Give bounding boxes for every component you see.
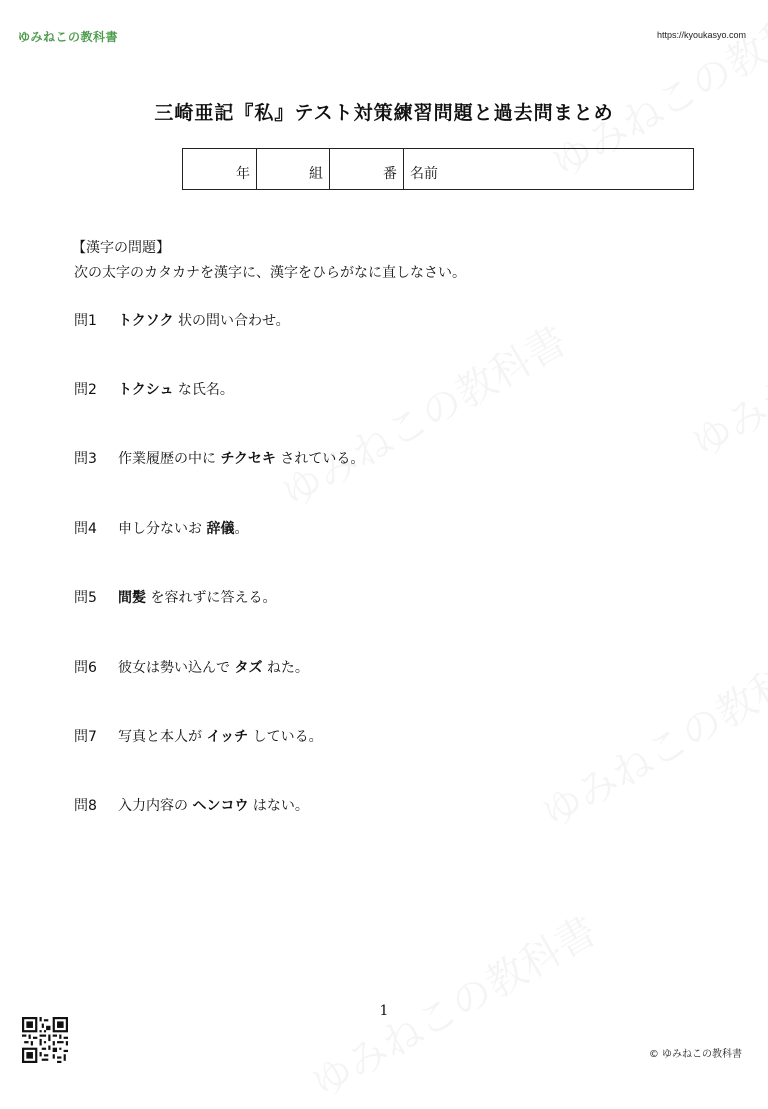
question-target: ヘンコウ — [192, 798, 249, 814]
question-number: 問4 — [74, 521, 97, 537]
section-heading: 【漢字の問題】 — [72, 240, 170, 256]
instruction-text: 次の太字のカタカナを漢字に、漢字をひらがなに直しなさい。 — [74, 265, 466, 281]
question-post-text: 状の問い合わせ。 — [173, 313, 290, 329]
question-post-text: 。 — [234, 521, 249, 537]
page-number: 1 — [379, 1003, 389, 1019]
question-pre-text: 彼女は勢い込んで — [118, 660, 235, 676]
question-item — [74, 587, 276, 607]
question-target: 間髪 — [118, 590, 146, 606]
site-logo[interactable]: ゆみねこの教科書 — [18, 30, 119, 44]
question-post-text: な氏名。 — [173, 382, 234, 398]
question-post-text: している。 — [248, 729, 323, 745]
question-item — [74, 448, 364, 468]
question-item — [74, 726, 323, 746]
copyright-text: © ゆみねこの教科書 — [648, 1049, 742, 1060]
question-number: 問7 — [74, 729, 97, 745]
question-target: トクソク — [118, 313, 174, 329]
question-number: 問2 — [74, 382, 97, 398]
question-pre-text: 作業履歴の中に — [118, 451, 221, 467]
question-pre-text: 写真と本人が — [118, 729, 207, 745]
question-item — [74, 310, 290, 330]
year-label: 年 — [236, 166, 250, 182]
name-label: 名前 — [410, 166, 438, 182]
page-title: 三崎亜記『私』テスト対策練習問題と過去問まとめ — [154, 102, 614, 124]
number-label: 番 — [383, 166, 397, 182]
year-field[interactable] — [183, 149, 257, 189]
question-target: 辞儀 — [206, 521, 235, 537]
question-target: トクシュ — [118, 382, 174, 398]
question-item — [74, 518, 248, 538]
name-field[interactable] — [404, 149, 693, 189]
class-label: 組 — [309, 166, 323, 182]
watermark — [530, 630, 768, 839]
question-post-text: はない。 — [248, 798, 309, 814]
question-pre-text: 申し分ないお — [118, 521, 207, 537]
question-item — [74, 379, 234, 399]
class-field[interactable] — [257, 149, 330, 189]
question-pre-text: 入力内容の — [118, 798, 193, 814]
question-number: 問3 — [74, 451, 97, 467]
question-target: タズ — [234, 660, 263, 676]
question-number: 問1 — [74, 313, 97, 329]
site-url[interactable]: https://kyoukasyo.com — [656, 30, 746, 40]
question-post-text: ねた。 — [262, 660, 309, 676]
question-post-text: を容れずに答える。 — [146, 590, 277, 606]
watermark — [270, 310, 576, 519]
watermark — [680, 260, 768, 469]
question-number: 問5 — [74, 590, 97, 606]
number-field[interactable] — [330, 149, 404, 189]
name-entry-box — [182, 148, 694, 190]
qr-code-icon[interactable] — [22, 1017, 68, 1063]
question-target: イッチ — [206, 729, 249, 745]
question-number: 問6 — [74, 660, 97, 676]
question-item — [74, 657, 309, 677]
question-post-text: されている。 — [275, 451, 365, 467]
question-item — [74, 795, 309, 815]
question-target: チクセキ — [220, 451, 276, 467]
question-number: 問8 — [74, 798, 97, 814]
